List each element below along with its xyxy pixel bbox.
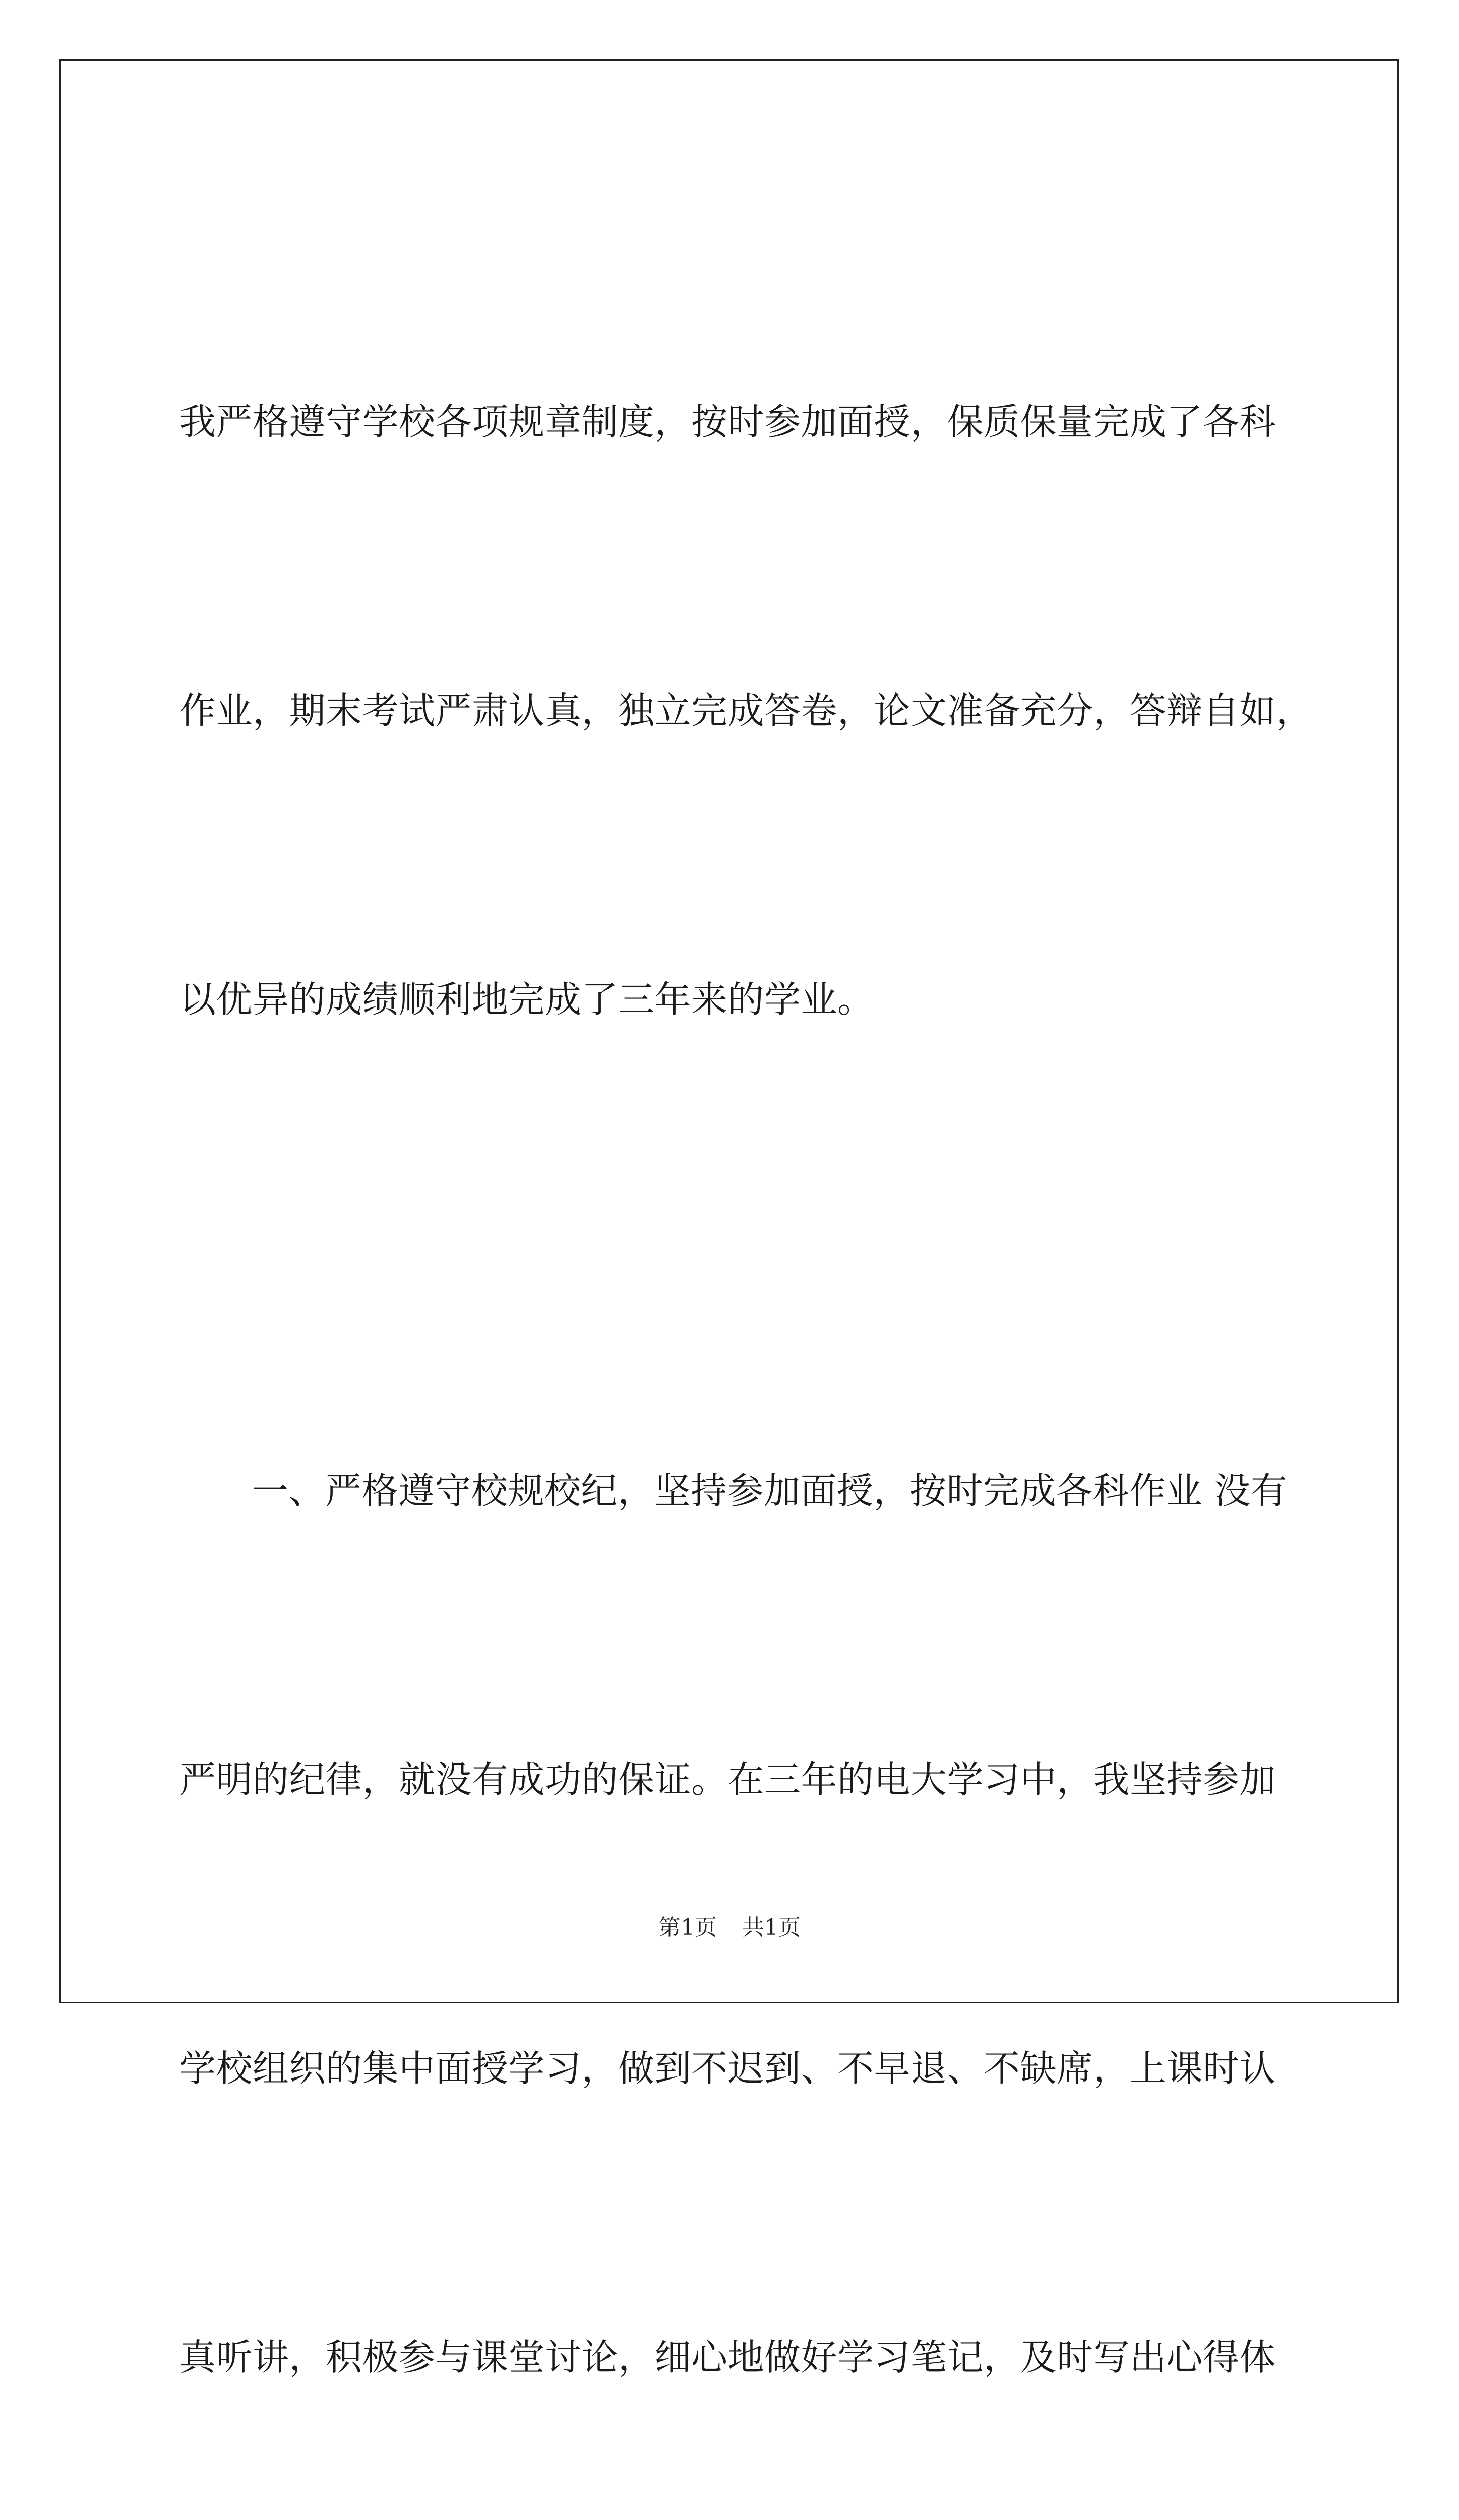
document-body bbox=[179, 181, 1313, 2520]
page-number: 第1页 bbox=[658, 1915, 717, 1940]
text-line: 作业，期末考试严肃认真，独立完成答卷，论文准备充分，答辩自如， bbox=[179, 689, 1313, 732]
text-line: 一、严格遵守校规校纪，坚持参加面授，按时完成各科作业 没有 bbox=[252, 1470, 1288, 1512]
text-line: 我严格遵守学校各项规章制度，按时参加面授，保质保量完成了各科 bbox=[179, 401, 1276, 443]
page-footer bbox=[0, 1909, 1459, 1941]
paragraph-1 bbox=[179, 181, 1313, 1240]
paragraph-2 bbox=[179, 1250, 1289, 2520]
text-line: 学校组织的集中面授学习，做到不迟到、不早退、不缺席，上课时认 bbox=[179, 2047, 1276, 2090]
page-total: 共1页 bbox=[742, 1915, 801, 1940]
text-line: 严明的纪律，就没有成功的保证。在三年的电大学习中，我坚持参加 bbox=[179, 1758, 1276, 1801]
text-line: 真听讲，积极参与课堂讨论，细心地做好学习笔记，及时写出心得体 bbox=[179, 2336, 1276, 2378]
text-line: 以优异的成绩顺利地完成了三年来的学业。 bbox=[179, 978, 874, 1021]
